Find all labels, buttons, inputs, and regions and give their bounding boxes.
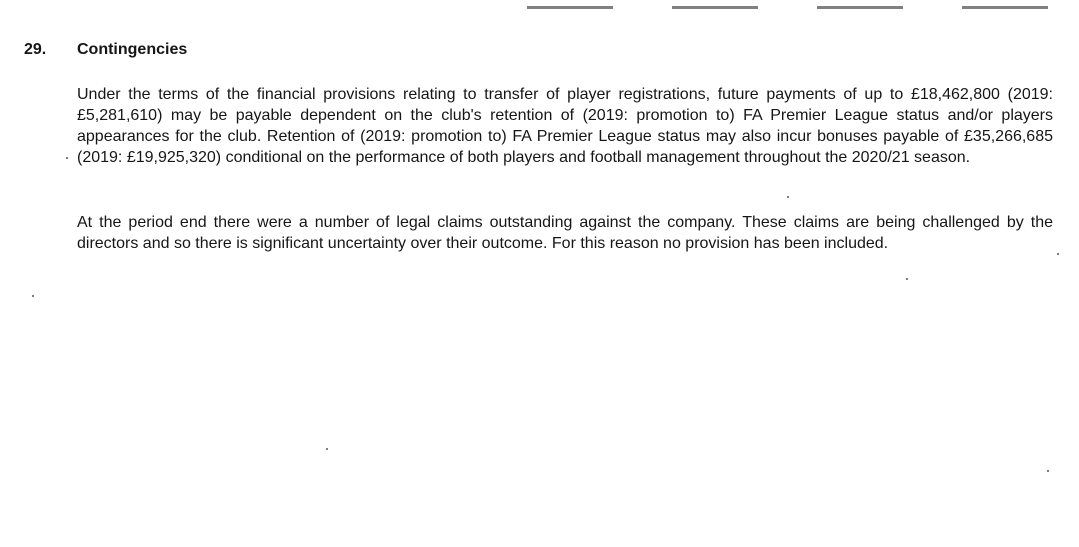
note-heading — [24, 40, 187, 60]
header-rule — [527, 6, 613, 9]
scan-speck — [787, 196, 789, 198]
contingencies-paragraph-player-payments: Under the terms of the financial provisions relating to transfer of player registrations, future payments of up to £18,462,800 (2019: £5,281,610) may be payable dependent on the club's retention of (2019: promotion to) FA Premier League status and/or players appearances for the club. Retention of (2019: promotion to) FA Premier League status may also incur bonuses payable of £35,266,685 (2019: £19,925,320) conditional on the performance of both players and football management throughout the 2020/21 season. — [77, 86, 1053, 166]
contingencies-paragraph-legal-claims: At the period end there were a number of legal claims outstanding against the company. These claims are being challenged by the directors and so there is significant uncertainty over their outcome. For this reason no provision has been included. — [77, 214, 1053, 252]
header-rules — [0, 0, 1079, 14]
scan-speck — [66, 157, 68, 159]
scan-speck — [1057, 253, 1059, 255]
header-rule — [817, 6, 903, 9]
note-number: 29. — [24, 41, 47, 58]
scan-speck — [1047, 470, 1049, 472]
header-rule — [672, 6, 758, 9]
note-title: Contingencies — [77, 41, 188, 58]
scan-speck — [326, 448, 328, 450]
scan-speck — [32, 295, 34, 297]
header-rule — [962, 6, 1048, 9]
scan-speck — [906, 278, 908, 280]
